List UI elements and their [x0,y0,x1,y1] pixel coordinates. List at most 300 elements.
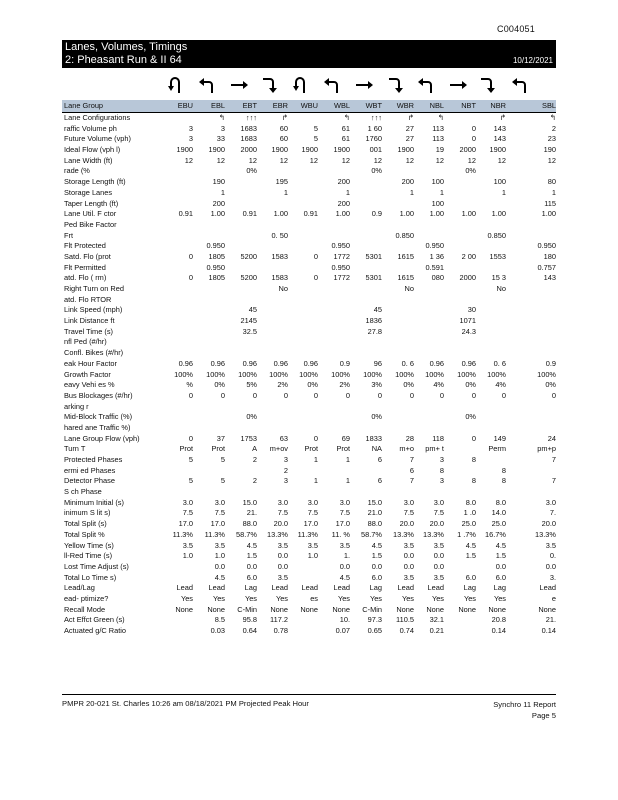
left-turn-icon [508,73,532,97]
table-cell: 28 [405,433,414,443]
through-icon [352,73,376,97]
table-cell: 8 [501,476,506,486]
left-turn-icon [320,73,344,97]
table-cell: 0.0 [403,551,414,561]
table-cell: 0.950 [206,241,225,251]
table-row [62,519,556,530]
table-cell: 195 [275,177,288,187]
row-label: eavy Vehi es % [64,380,115,390]
table-cell: 1 .7% [457,529,476,539]
table-cell: 3.5 [403,540,414,550]
row-label: ll-Red Time (s) [64,551,113,561]
table-cell: 5 [220,476,225,486]
table-cell: 15 3 [491,273,506,283]
left-turn-icon [414,73,438,97]
footer-project-info: PMPR 20-021 St. Charles 10:26 am 08/18/2021 PM Projected Peak Hour [62,699,309,708]
table-cell: 17.0 [303,519,318,529]
table-cell: 20.0 [429,519,444,529]
intersection-name: 2: Pheasant Run & II 64 [65,54,182,66]
column-header: EBT [242,101,257,110]
table-cell: None [396,604,414,614]
column-header: EBR [272,101,288,110]
table-cell: 1900 [489,145,506,155]
table-cell: 1.0 [182,551,193,561]
table-cell: 12 [279,155,288,165]
table-cell: 100% [299,369,318,379]
table-cell: 1753 [240,433,257,443]
table-cell: 0.74 [399,626,414,635]
table-cell: 2% [339,380,350,390]
column-header: NBL [429,101,444,110]
row-label: Recall Mode [64,604,106,614]
table-cell: Prot [179,444,193,454]
table-cell: 8 [501,465,506,475]
table-cell: None [488,604,506,614]
row-label: Link Distance ft [64,316,115,326]
table-cell: Lag [244,583,257,593]
table-cell: 100% [331,369,350,379]
table-cell: 100% [206,369,225,379]
row-label: Minimum Initial (s) [64,497,124,507]
table-cell: 0 [409,390,414,400]
table-cell: 7 [409,476,414,486]
table-row [62,551,556,562]
table-cell: None [207,604,225,614]
table-cell: 30 [467,305,476,315]
table-cell: 117.2 [270,615,288,625]
table-cell: 5 [313,123,318,133]
table-cell: 200 [401,177,414,187]
table-cell: 25.0 [461,519,476,529]
table-cell: 200 [337,198,350,208]
row-label: Turn T [64,444,86,454]
table-cell: 100% [425,369,444,379]
table-cell: 3 [220,123,225,133]
table-cell: 32.1 [429,615,444,625]
table-cell: 17.0 [335,519,350,529]
table-cell: 1.5 [495,551,506,561]
table-cell: 0 [188,273,193,283]
table-cell: 3.5 [545,540,556,550]
table-cell: 0 [313,433,318,443]
table-cell: 7.5 [339,508,350,518]
table-cell: 0. 50 [271,230,288,240]
report-title: Lanes, Volumes, Timings [65,41,188,53]
table-cell: 0.03 [210,626,225,635]
table-cell: 1.5 [246,551,257,561]
table-cell: 12 [373,155,382,165]
table-cell: 0. 6 [401,358,414,368]
table-cell: 190 [212,177,225,187]
table-row [62,199,556,210]
table-cell: 12 [341,155,350,165]
row-label: Flt Permitted [64,262,106,272]
table-cell: 8.5 [214,615,225,625]
table-cell: 61 [341,123,350,133]
table-cell: 0.950 [331,262,350,272]
table-row [62,455,556,466]
table-cell: Prot [336,444,350,454]
row-label: Link Speed (mph) [64,305,123,315]
table-cell: 143 [493,123,506,133]
footer-page-number: Page 5 [531,711,556,720]
u-turn-left-icon [163,73,187,97]
table-cell: m+o [399,444,414,454]
table-row [62,166,556,177]
table-row [62,156,556,167]
table-row [62,380,556,391]
left-turn-icon [195,73,219,97]
table-cell: 0.21 [429,626,444,635]
table-cell: Lag [493,583,506,593]
table-cell: 1.5 [371,551,382,561]
table-cell: 3.0 [277,497,288,507]
column-header: WBU [300,101,318,110]
table-cell: 1583 [271,251,288,261]
table-cell: 24 [547,433,556,443]
table-cell: 0% [465,380,476,390]
table-cell: None [332,604,350,614]
table-cell: ↰ [437,113,444,122]
table-cell: 1553 [489,251,506,261]
table-row [62,391,556,402]
table-cell: Perm [488,444,506,454]
table-cell: 0.96 [242,358,257,368]
table-cell: 19 [435,145,444,155]
table-cell: 0.0 [495,561,506,571]
table-cell: 0 [471,433,476,443]
table-row [62,402,556,413]
row-label: Protected Phases [64,455,123,464]
table-cell: 0% [307,380,318,390]
row-label: Future Volume (vph) [64,134,131,144]
column-header: WBR [396,101,414,110]
table-cell: 96 [373,358,382,368]
table-row [62,498,556,509]
table-cell: 1583 [271,273,288,283]
table-cell: 7.5 [182,508,193,518]
table-cell: 7.5 [433,508,444,518]
table-row [62,615,556,626]
table-cell: 0% [371,166,382,176]
table-cell: Lead [397,583,414,593]
row-label: inimum S lit s) [64,508,111,518]
table-row [62,466,556,477]
report-title-bar [62,40,556,68]
table-cell: 0.0 [277,561,288,571]
row-label: arking r [64,401,89,411]
table-cell: 13.3% [535,529,556,539]
table-cell: 0 [188,433,193,443]
table-cell: 1.0 [307,551,318,561]
table-cell: 58.7% [236,529,257,539]
table-cell: Lead [176,583,193,593]
table-cell: 0 [220,390,225,400]
table-cell: 0 [252,390,257,400]
table-cell: 1900 [271,145,288,155]
table-cell: 3 [439,455,444,464]
table-row [62,177,556,188]
table-cell: 0.0 [277,551,288,561]
table-row [62,231,556,242]
table-cell: 3.0 [214,497,225,507]
table-cell: Lag [369,583,382,593]
table-cell: Yes [401,593,414,603]
table-cell: 1760 [365,134,382,144]
row-label: ermi ed Phases [64,465,116,475]
row-label: Actuated g/C Ratio [64,626,127,635]
table-cell: 5 [188,476,193,486]
table-cell: 0.591 [425,262,444,272]
table-cell: 4.5 [246,540,257,550]
table-cell: 1071 [459,316,476,326]
table-cell: 7.5 [214,508,225,518]
table-cell: 3 [188,123,193,133]
table-cell: 27 [405,134,414,144]
table-cell: 1772 [333,273,350,283]
table-cell: ↰ [343,113,350,122]
row-label: Taper Length (ft) [64,198,119,208]
table-cell: 2 [252,476,257,486]
table-cell: 2 00 [461,251,476,261]
table-cell: m+ov [269,444,288,454]
table-cell: 12 [184,155,193,165]
footer-report-info [493,699,556,721]
table-row [62,124,556,135]
right-turn-icon [258,73,282,97]
table-cell: 0 [188,390,193,400]
table-cell: 10. [339,615,350,625]
table-cell: 4.5 [495,540,506,550]
table-cell: 1900 [333,145,350,155]
table-cell: 3.5 [277,540,288,550]
table-cell: 2145 [240,316,257,326]
table-cell: 0% [246,166,257,176]
table-cell: 180 [543,251,556,261]
table-cell: 5 [313,134,318,144]
table-cell: 0.91 [303,209,318,219]
table-cell: 60 [279,134,288,144]
table-cell: 21. [545,615,556,625]
row-label: Storage Length (ft) [64,177,126,187]
table-cell: 100% [363,369,382,379]
table-cell: ↰ [218,113,225,122]
table-cell: 20.0 [399,519,414,529]
table-cell: 190 [543,145,556,155]
table-cell: 113 [432,134,444,144]
row-label: Confl. Bikes (#/hr) [64,348,124,358]
movement-icons-row [62,73,556,97]
column-header: SBL [542,101,556,110]
row-label: eak Hour Factor [64,358,117,368]
table-cell: 37 [216,433,225,443]
table-cell: 3. [549,572,556,582]
table-cell: 1 [345,455,350,464]
table-cell: 1683 [240,134,257,144]
row-label: Act Effct Green (s) [64,615,125,625]
table-cell: 17.0 [178,519,193,529]
table-row [62,284,556,295]
table-cell: 1.00 [335,209,350,219]
table-cell: 5301 [365,273,382,283]
table-cell: 17.0 [210,519,225,529]
table-cell: 0.0 [214,561,225,571]
table-cell: 33 [216,134,225,144]
table-cell: 32.5 [242,326,257,336]
table-cell: 4.5 [465,540,476,550]
table-cell: Yes [212,593,225,603]
table-cell: 1.00 [399,209,414,219]
table-row [62,145,556,156]
table-cell: 2000 [240,145,257,155]
table-cell: No [404,284,414,293]
table-cell: 080 [431,273,444,283]
table-cell: 0% [214,380,225,390]
table-cell: 100% [457,369,476,379]
table-cell: 1683 [240,123,257,133]
through-icon [446,73,470,97]
table-cell: 20.0 [273,519,288,529]
table-cell: 6.0 [246,572,257,582]
table-row [62,273,556,284]
table-cell: 1 [439,187,444,197]
table-cell: 0.96 [210,358,225,368]
row-label: nfl Ped (#/hr) [64,337,107,347]
row-label: Bus Blockages (#/hr) [64,390,133,400]
table-cell: 6.0 [495,572,506,582]
table-cell: Yes [463,593,476,603]
table-cell: 97.3 [367,615,382,625]
table-cell: 63 [279,433,288,443]
table-cell: 1 36 [429,251,444,261]
table-cell: 12 [248,155,257,165]
table-cell: Yes [244,593,257,603]
table-cell: 0 [551,390,556,400]
table-row [62,359,556,370]
table-cell: 5200 [240,251,257,261]
table-cell: 1833 [365,433,382,443]
table-row [62,412,556,423]
table-cell: 0.9 [545,358,556,368]
table-row [62,316,556,327]
table-row [62,594,556,605]
table-cell: 100% [487,369,506,379]
table-cell: 0.0 [371,561,382,571]
table-cell: 100% [269,369,288,379]
table-cell: 7.5 [277,508,288,518]
table-cell: 1.5 [465,551,476,561]
table-row [62,530,556,541]
table-cell: ↑↑↑ [370,113,382,122]
table-cell: 3 [188,134,193,144]
table-cell: 25.0 [491,519,506,529]
table-cell: 88.0 [367,519,382,529]
table-cell: 0% [246,412,257,422]
table-cell: 0.96 [303,358,318,368]
table-cell: 4.5 [371,540,382,550]
table-cell: 0.950 [331,241,350,251]
table-cell: 8 [471,455,476,464]
table-row [62,370,556,381]
table-row [62,337,556,348]
table-cell: 1900 [397,145,414,155]
table-cell: 7 [551,455,556,464]
table-cell: Lead [427,583,444,593]
table-cell: 5301 [365,251,382,261]
table-cell: 8 [439,465,444,475]
row-label: Lane Configurations [64,113,131,122]
row-label: Storage Lanes [64,187,113,197]
table-cell: Lead [333,583,350,593]
table-cell: 11.3% [204,529,225,539]
column-header: EBU [177,101,193,110]
table-cell: 100% [174,369,193,379]
table-cell: 6.0 [371,572,382,582]
table-cell: 100 [431,177,444,187]
table-cell: 0. [549,551,556,561]
table-cell: 0.757 [537,262,556,272]
table-cell: 21.0 [367,508,382,518]
lane-volume-timing-table [62,100,556,637]
table-cell: 27 [405,123,414,133]
row-label: S ch Phase [64,487,102,497]
table-cell: 0.0 [403,561,414,571]
table-cell: 69 [341,433,350,443]
table-cell: ↱ [499,113,506,122]
table-cell: 1.00 [273,209,288,219]
table-cell: 4% [495,380,506,390]
table-cell: Lag [463,583,476,593]
row-label: Right Turn on Red [64,284,124,293]
table-cell: Yes [431,593,444,603]
table-cell: 8 [471,476,476,486]
table-row [62,327,556,338]
table-cell: 7 [551,476,556,486]
table-cell: 6 [409,465,414,475]
row-label: Detector Phase [64,476,115,486]
table-cell: 1772 [333,251,350,261]
row-label: Satd. Flo (prot [64,251,111,261]
row-label: Lane Group Flow (vph) [64,433,140,443]
table-cell: 0.96 [461,358,476,368]
table-cell: 5200 [240,273,257,283]
table-cell: 80 [547,177,556,187]
table-cell: 3.5 [403,572,414,582]
table-cell: 3.0 [545,497,556,507]
table-cell: 143 [543,273,556,283]
table-cell: 0 [313,251,318,261]
table-cell: 1 60 [367,123,382,133]
table-cell: Lead [301,583,318,593]
table-cell: 1 [313,455,318,464]
row-label: Total Lo Time s) [64,572,117,582]
table-cell: 0.65 [367,626,382,635]
table-cell: 3.5 [182,540,193,550]
right-turn-icon [476,73,500,97]
table-cell: 1805 [208,273,225,283]
table-cell: 3.0 [307,497,318,507]
table-cell: 0 [471,123,476,133]
table-cell: Yes [337,593,350,603]
table-cell: 2% [277,380,288,390]
table-cell: 0.91 [178,209,193,219]
table-cell: 3.0 [339,497,350,507]
table-cell: 6 [377,476,382,486]
table-cell: 4.5 [214,572,225,582]
table-cell: Yes [493,593,506,603]
table-cell: 0.96 [429,358,444,368]
table-cell: 0% [371,412,382,422]
